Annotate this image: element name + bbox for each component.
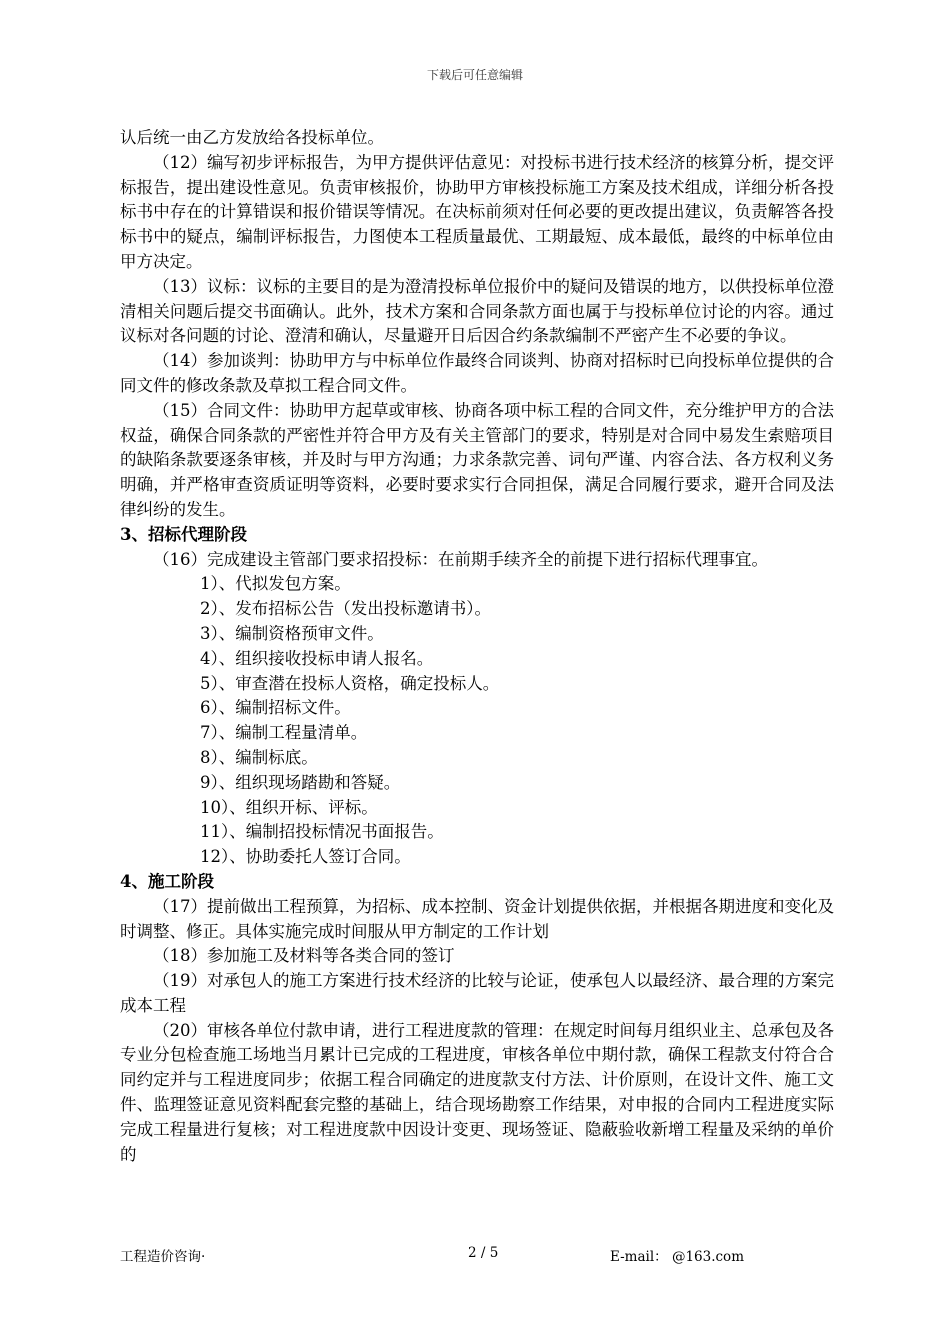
list-item: 5）、审查潜在投标人资格，确定投标人。 [200,673,500,693]
list-item: 4）、组织接收投标申请人报名。 [200,648,434,668]
paragraph: （20）审核各单位付款申请，进行工程进度款的管理：在规定时间每月组织业主、总承包及各专业分包检查施工场地当月累计已完成的工程进度，审核各单位中期付款，确保工程款支付符合合同约定并与工程进度同步；依据工程合同确定的进度款支付方法、计价原则，在设计文件、施工文件、监理签证意见资料配套完整的基础上，结合现场勘察工作结果，对申报的合同内工程进度实际完成工程量进行复核；对工程进度款中因设计变更、现场签证、隐蔽验收新增工程量及采纳的单价的 [120,1020,834,1164]
list-item: 1）、代拟发包方案。 [200,574,351,594]
paragraph: （16）完成建设主管部门要求招投标：在前期手续齐全的前提下进行招标代理事宜。 [153,549,768,569]
paragraph: （18）参加施工及材料等各类合同的签订 [153,946,455,966]
list-item: 6）、编制招标文件。 [200,698,351,718]
paragraph: （12）编写初步评标报告，为甲方提供评估意见：对投标书进行技术经济的核算分析，提交评标报告，提出建设性意见。负责审核报价，协助甲方审核投标施工方案及技术组成，详细分析各投标书中存在的计算错误和报价错误等情况。在决标前须对任何必要的更改提出建议，负责解答各投标书中的疑点，编制评标报告，力图使本工程质量最优、工期最短、成本最低，最终的中标单位由甲方决定。 [120,152,834,271]
list-item: 7）、编制工程量清单。 [200,723,368,743]
section-heading: 4、施工阶段 [120,871,214,891]
list-item: 9）、组织现场踏勘和答疑。 [200,772,401,792]
list-item: 11）、编制招投标情况书面报告。 [200,822,444,842]
paragraph: （15）合同文件：协助甲方起草或审核、协商各项中标工程的合同文件，充分维护甲方的合法权益，确保合同条款的严密性并符合甲方及有关主管部门的要求，特别是对合同中易发生索赔项目的缺陷条款要逐条审核，并及时与甲方沟通；力求条款完善、词句严谨、内容合法、各方权利义务明确，并严格审查资质证明等资料，必要时要求实行合同担保，满足合同履行要求，避开合同及法律纠纷的发生。 [120,400,834,519]
footer-company: 工程造价咨询· [120,1249,206,1265]
list-item: 8）、编制标底。 [200,747,318,767]
paragraph: （19）对承包人的施工方案进行技术经济的比较与论证，使承包人以最经济、最合理的方案完成本工程 [120,971,834,1015]
page-footer [120,1245,834,1267]
section-heading: 3、招标代理阶段 [120,524,247,544]
list-item: 3）、编制资格预审文件。 [200,623,384,643]
page-header: 下载后可任意编辑 [426,68,523,82]
page-number: 2 / 5 [468,1245,499,1261]
list-item: 2）、发布招标公告（发出投标邀请书）。 [200,599,491,619]
paragraph: （17）提前做出工程预算，为招标、成本控制、资金计划提供依据，并根据各期进度和变化及时调整、修正。具体实施完成时间服从甲方制定的工作计划 [120,896,834,941]
footer-email: E-mail： @163.com [610,1249,744,1265]
document-body [120,126,834,1167]
list-item: 12）、协助委托人签订合同。 [200,847,411,867]
paragraph: 认后统一由乙方发放给各投标单位。 [120,128,384,147]
list-item: 10）、组织开标、评标。 [200,797,378,817]
paragraph: （13）议标：议标的主要目的是为澄清投标单位报价中的疑问及错误的地方，以供投标单位澄清相关问题后提交书面确认。此外，技术方案和合同条款方面也属于与投标单位讨论的内容。通过议标对各问题的讨论、澄清和确认，尽量避开日后因合约条款编制不严密产生不必要的争议。 [120,276,834,346]
paragraph: （14）参加谈判：协助甲方与中标单位作最终合同谈判、协商对招标时已向投标单位提供的合同文件的修改条款及草拟工程合同文件。 [120,351,834,395]
